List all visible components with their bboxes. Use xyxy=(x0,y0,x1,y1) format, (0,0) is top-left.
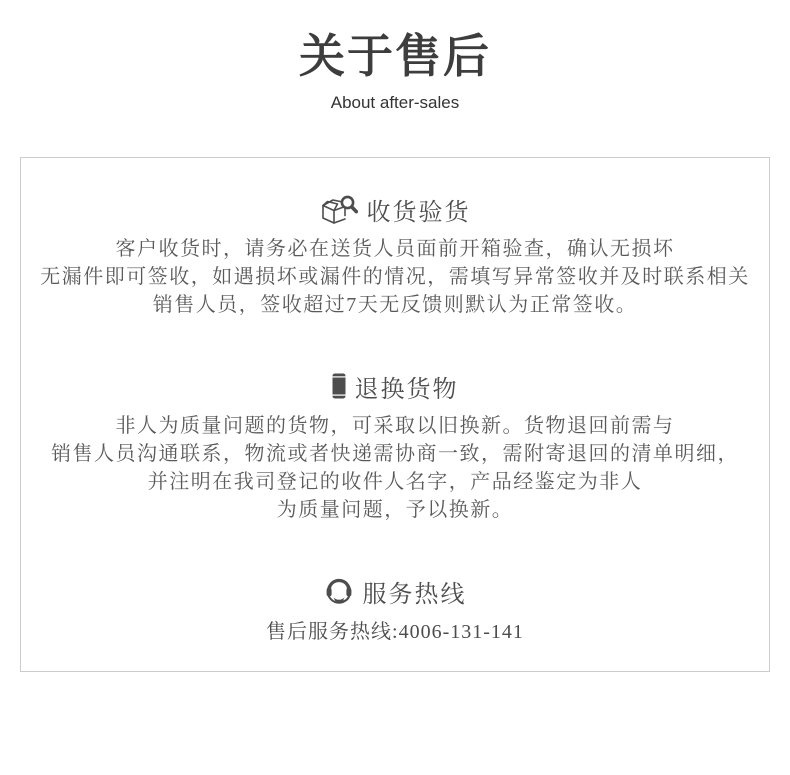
section-return-exchange xyxy=(21,369,769,524)
body-line: 无漏件即可签收，如遇损坏或漏件的情况，需填写异常签收并及时联系相关 xyxy=(40,266,750,288)
body-line: 客户收货时，请务必在送货人员面前开箱验查，确认无损坏 xyxy=(115,238,675,260)
box-magnifier-icon xyxy=(320,192,358,226)
body-line: 并注明在我司登记的收件人名字，产品经鉴定为非人 xyxy=(147,471,643,493)
body-line: 销售人员，签收超过7天无反馈则默认为正常签收。 xyxy=(152,294,638,316)
section-heading-row xyxy=(21,574,769,608)
body-line: 为质量问题，予以换新。 xyxy=(276,499,514,521)
section-heading: 收货验货 xyxy=(366,199,471,226)
hotline-number: 售后服务热线:4006-131-141 xyxy=(266,621,524,643)
headset-icon xyxy=(324,576,354,606)
section-heading: 退换货物 xyxy=(354,376,459,403)
after-sales-card xyxy=(20,157,770,672)
section-heading: 服务热线 xyxy=(362,581,467,608)
body-line: 销售人员沟通联系，物流或者快递需协商一致，需附寄退回的清单明细， xyxy=(51,443,739,465)
body-line: 非人为质量问题的货物，可采取以旧换新。货物退回前需与 xyxy=(115,415,675,437)
section-body xyxy=(21,235,769,319)
page-header xyxy=(0,0,790,113)
section-service-hotline xyxy=(21,574,769,645)
section-heading-row xyxy=(21,369,769,403)
section-heading-row xyxy=(21,192,769,226)
package-icon xyxy=(332,372,346,400)
section-body xyxy=(21,412,769,524)
section-receive-inspect xyxy=(21,192,769,319)
page-subtitle: About after-sales xyxy=(330,93,460,112)
page-title: 关于售后 xyxy=(299,30,491,82)
